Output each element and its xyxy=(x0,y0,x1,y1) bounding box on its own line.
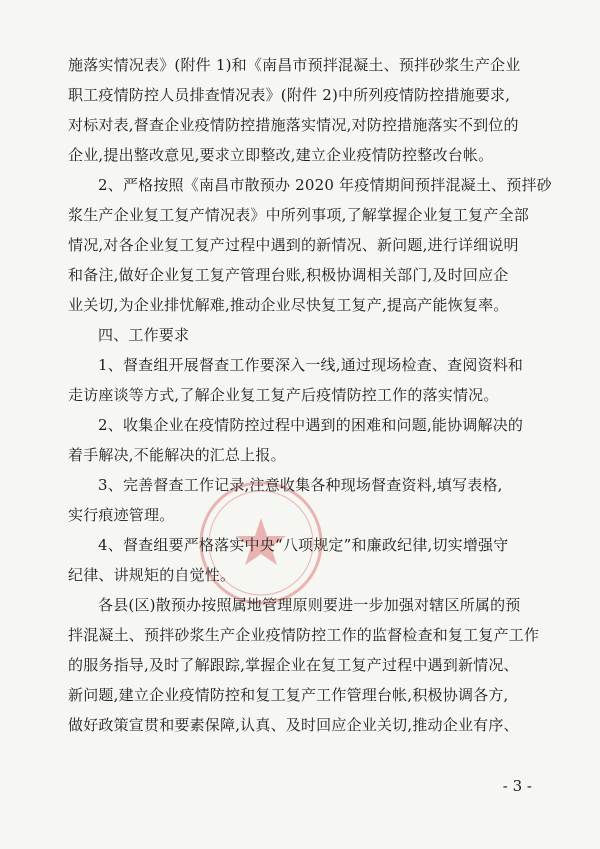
text-line: 着手解决,不能解决的汇总上报。 xyxy=(68,446,286,464)
text-line: 实行痕迹管理。 xyxy=(68,506,175,524)
text-line: 各县(区)散预办按照属地管理原则要进一步加强对辖区所属的预 xyxy=(98,596,521,614)
text-line: 业关切,为企业排忧解难,推动企业尽快复工复产,提高产能恢复率。 xyxy=(68,296,509,314)
text-line: 纪律、讲规矩的自觉性。 xyxy=(68,566,236,584)
text-line: 情况,对各企业复工复产过程中遇到的新情况、新问题,进行详细说明 xyxy=(68,236,519,254)
text-line: 的服务指导,及时了解跟踪,掌握企业在复工复产过程中遇到新情况、 xyxy=(68,656,519,674)
text-line: 走访座谈等方式,了解企业复工复产后疫情防控工作的落实情况。 xyxy=(68,386,499,404)
text-line: 企业,提出整改意见,要求立即整改,建立企业疫情防控整改台帐。 xyxy=(68,146,494,164)
text-line: 2、严格按照《南昌市散预办 2020 年疫情期间预拌混凝土、预拌砂 xyxy=(98,176,552,194)
text-line: 1、督查组开展督查工作要深入一线,通过现场检查、查阅资料和 xyxy=(98,356,524,374)
text-line: 新问题,建立企业疫情防控和复工复产工作管理台帐,积极协调各方, xyxy=(68,686,509,704)
text-line: 做好政策宣贯和要素保障,认真、及时回应企业关切,推动企业有序、 xyxy=(68,716,519,734)
text-line: 施落实情况表》(附件 1)和《南昌市预拌混凝土、预拌砂浆生产企业 xyxy=(68,56,521,74)
document-body xyxy=(68,50,552,740)
text-line: 2、收集企业在疫情防控过程中遇到的困难和问题,能协调解决的 xyxy=(98,416,524,434)
text-line: 浆生产企业复工复产情况表》中所列事项,了解掌握企业复工复产全部 xyxy=(68,206,529,224)
text-line: 拌混凝土、预拌砂浆生产企业疫情防控工作的监督检查和复工复产工作 xyxy=(68,626,540,644)
text-line: 对标对表,督查企业疫情防控措施落实情况,对防控措施落实不到位的 xyxy=(68,116,519,134)
text-line: 职工疫情防控人员排查情况表》(附件 2)中所列疫情防控措施要求, xyxy=(68,86,511,104)
text-line: 4、督查组要严格落实中央“八项规定”和廉政纪律,切实增强守 xyxy=(98,536,509,554)
page-number: - 3 - xyxy=(502,777,532,795)
section-heading: 四、工作要求 xyxy=(98,326,190,344)
text-line: 3、完善督查工作记录,注意收集各种现场督查资料,填写表格, xyxy=(98,476,503,494)
text-line: 和备注,做好企业复工复产管理台账,积极协调相关部门,及时回应企 xyxy=(68,266,509,284)
